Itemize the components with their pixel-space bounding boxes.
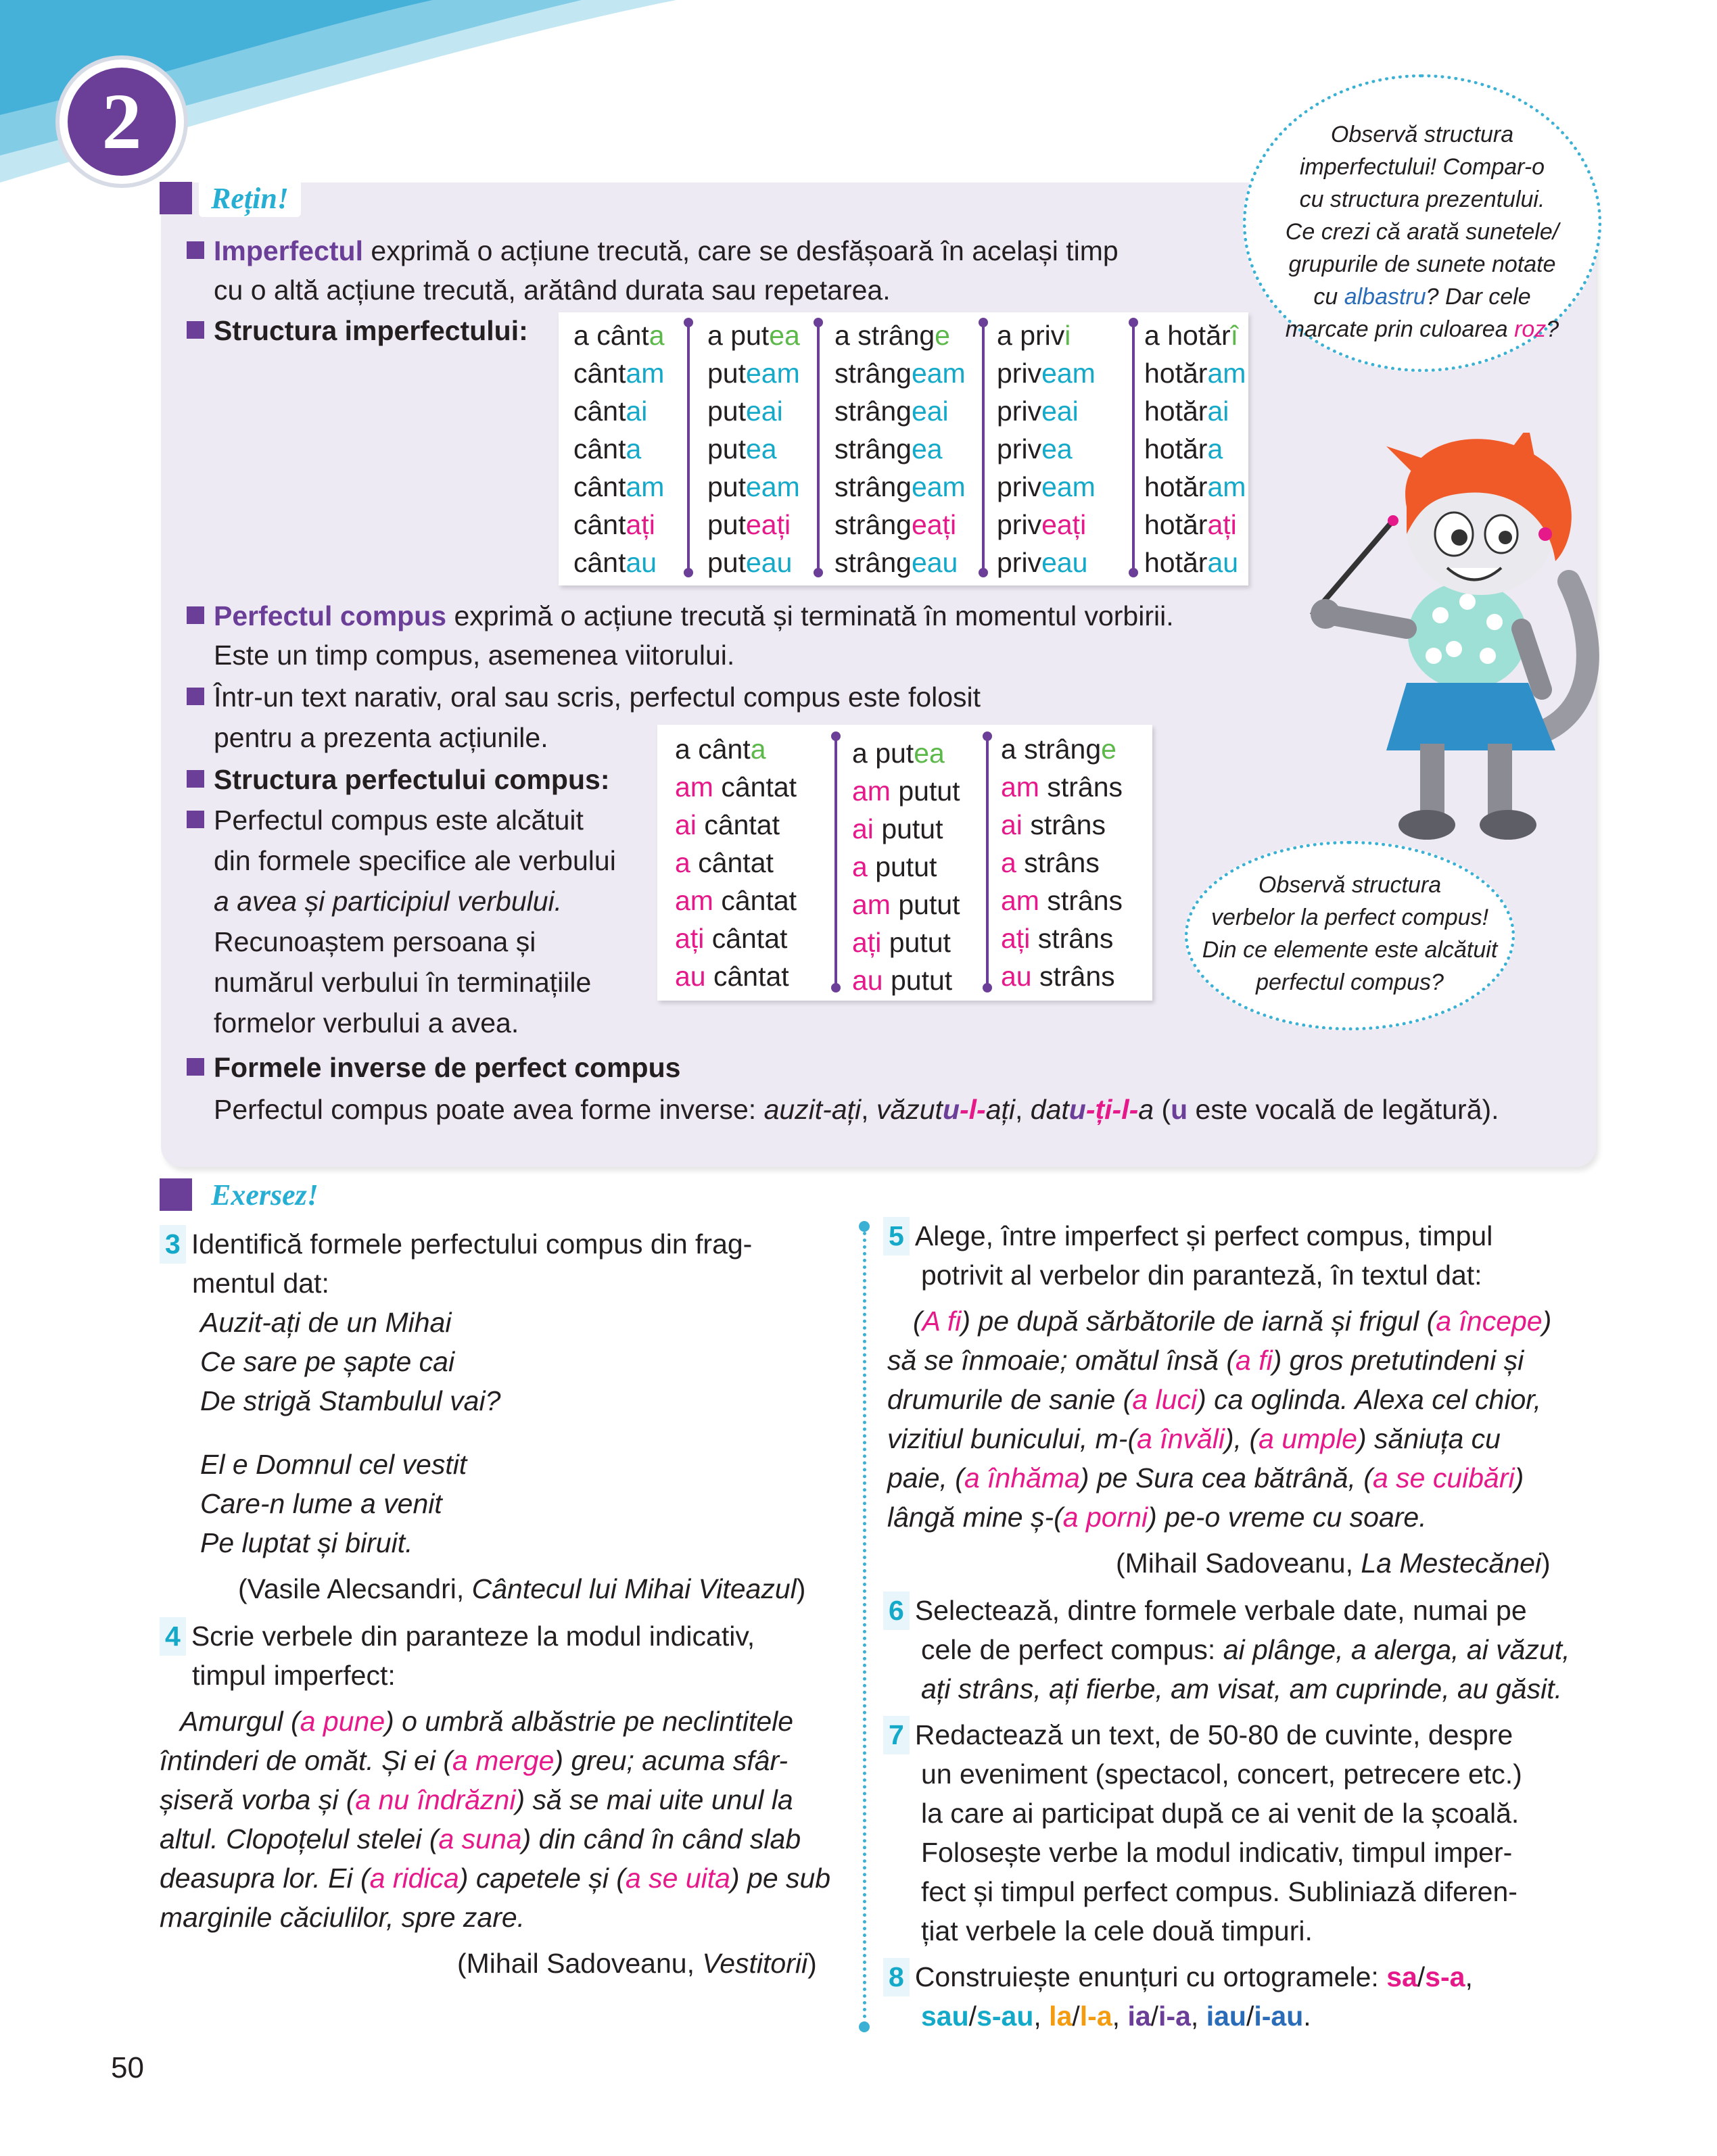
perfect-explanation-line6: formelor verbului a avea. bbox=[214, 1007, 519, 1038]
exercise-7-line1: 7 Redactează un text, de 50-80 de cuvinte, despre bbox=[883, 1716, 1513, 1754]
perfect-col-canta: a cânta am cântat ai cântat a cântat am cântat ați cântat au cântat bbox=[675, 734, 797, 992]
imperfect-col-stringe: a strânge strângeam strângeai strângea strângeam strângeați strângeau bbox=[834, 320, 966, 578]
exercise-4-text-line: deasupra lor. Ei (a ridica) capetele și (a se uita) pe sub bbox=[160, 1863, 831, 1894]
exercise-5-text-line: vizitiul bunicului, m-(a învăli), (a umple) săniuța cu bbox=[887, 1423, 1501, 1454]
exercise-3-line1: 3 Identifică formele perfectului compus din frag- bbox=[160, 1225, 752, 1264]
exercise-7-line5: fect și timpul perfect compus. Subliniază diferen- bbox=[921, 1876, 1518, 1907]
exercise-4-line2: timpul imperfect: bbox=[192, 1660, 396, 1691]
cat-girl-teacher-illustration bbox=[1285, 433, 1637, 852]
exercise-4-number: 4 bbox=[160, 1617, 186, 1656]
poem-line: El e Domnul cel vestit bbox=[200, 1449, 467, 1480]
narrative-line2: pentru a prezenta acțiunile. bbox=[214, 722, 548, 753]
imperfect-col-canta: a cânta cântam cântai cânta cântam cântați cântau bbox=[573, 320, 665, 578]
column-divider bbox=[817, 322, 820, 573]
exercise-4-text-line: marginile căciulilor, spre zare. bbox=[160, 1902, 525, 1933]
exercise-7-line3: la care ai participat după ce ai venit de la școală. bbox=[921, 1798, 1520, 1829]
imperfect-col-putea: a putea puteam puteai putea puteam puteați puteau bbox=[707, 320, 800, 578]
bullet-square-icon bbox=[187, 1058, 204, 1076]
poem-line: Care-n lume a venit bbox=[200, 1488, 442, 1519]
exercise-5-text-line: drumurile de sanie (a luci) ca oglinda. Alexa cel chior, bbox=[887, 1384, 1542, 1415]
exercise-6-line2: cele de perfect compus: ai plânge, a alerga, ai văzut, bbox=[921, 1634, 1570, 1665]
retin-tag bbox=[160, 177, 301, 219]
narrative-line1: Într-un text narativ, oral sau scris, perfectul compus este folosit bbox=[187, 677, 981, 717]
perfect-explanation-line5: numărul verbului în terminațiile bbox=[214, 967, 592, 998]
exercise-8-number: 8 bbox=[883, 1958, 910, 1996]
exercise-4-line1: 4 Scrie verbele din paranteze la modul indicativ, bbox=[160, 1617, 755, 1656]
bullet-square-icon bbox=[187, 770, 204, 788]
poem-line: Ce sare pe șapte cai bbox=[200, 1346, 455, 1377]
exercise-5-line2: potrivit al verbelor din paranteză, în textul dat: bbox=[921, 1260, 1482, 1291]
column-divider bbox=[982, 322, 985, 573]
exercise-4-text-line: altul. Clopoțelul stelei (a suna) din când în când slab bbox=[160, 1823, 801, 1854]
speech-bubble-imperfect: Observă structura imperfectului! Compar-o cu structura prezentului. Ce crezi că arată sunetele/ grupurile de sunete notate cu albastru? Dar cele marcate prin culoarea roz? bbox=[1243, 74, 1601, 372]
exercise-3-line2: mentul dat: bbox=[192, 1268, 329, 1299]
exercise-6-line3: ați strâns, ați fierbe, am visat, am cuprinde, au găsit. bbox=[921, 1673, 1562, 1704]
column-divider bbox=[834, 736, 837, 988]
tag-square-icon bbox=[160, 1178, 192, 1211]
poem-line: De strigă Stambulul vai? bbox=[200, 1385, 501, 1416]
exercise-5-number: 5 bbox=[883, 1217, 910, 1255]
exercise-5-line1: 5 Alege, între imperfect și perfect compus, timpul bbox=[883, 1217, 1492, 1255]
divider-end-dot bbox=[859, 2021, 870, 2032]
unit-number: 2 bbox=[68, 68, 176, 176]
bullet-square-icon bbox=[187, 811, 204, 828]
divider-end-dot bbox=[859, 1221, 870, 1232]
exercise-7-line2: un eveniment (spectacol, concert, petrecere etc.) bbox=[921, 1758, 1522, 1790]
bullet-square-icon bbox=[187, 241, 204, 259]
bullet-square-icon bbox=[187, 321, 204, 339]
exercise-5-text-line: (A fi) pe după sărbătorile de iarnă și frigul (a începe) bbox=[913, 1305, 1552, 1337]
perfect-explanation-line3: a avea și participiul verbului. bbox=[214, 886, 563, 917]
exercise-5-source: (Mihail Sadoveanu, La Mestecănei) bbox=[1116, 1548, 1551, 1579]
exercise-8-line1: 8 Construiește enunțuri cu ortogramele: sa/s-a, bbox=[883, 1958, 1473, 1996]
perfect-explanation-line2: din formele specifice ale verbului bbox=[214, 845, 616, 876]
perfect-explanation-line1: Perfectul compus este alcătuit bbox=[187, 800, 584, 840]
exercise-7-line6: țiat verbele la cele două timpuri. bbox=[921, 1915, 1313, 1946]
column-divider bbox=[687, 322, 690, 573]
poem-line: Auzit-ați de un Mihai bbox=[200, 1307, 452, 1338]
imperfect-table bbox=[559, 312, 1248, 585]
perfect-definition-line1: Perfectul compus exprimă o acțiune trecută și terminată în momentul vorbirii. bbox=[187, 596, 1174, 636]
imperfect-structure-label: Structura imperfectului: bbox=[187, 311, 528, 350]
unit-badge bbox=[55, 55, 188, 188]
imperfect-definition-line2: cu o altă acțiune trecută, arătând durata sau repetarea. bbox=[214, 274, 891, 306]
exercise-4-text-line: șiseră vorba și (a nu îndrăzni) să se mai uite unul la bbox=[160, 1784, 793, 1815]
exercise-3-source: (Vasile Alecsandri, Cântecul lui Mihai Viteazul) bbox=[238, 1573, 806, 1604]
column-divider bbox=[986, 736, 989, 988]
column-divider bbox=[1132, 322, 1135, 573]
imperfect-col-privi: a privi priveam priveai privea priveam priveați priveau bbox=[997, 320, 1096, 578]
exersez-tag bbox=[160, 1174, 331, 1216]
tag-square-icon bbox=[160, 182, 192, 214]
exercise-8-line2: sau/s-au, la/l-a, ia/i-a, iau/i-au. bbox=[921, 2001, 1311, 2032]
exercise-3-number: 3 bbox=[160, 1225, 186, 1264]
exercise-5-text-line: paie, (a înhăma) pe Sura cea bătrână, (a se cuibări) bbox=[887, 1462, 1524, 1493]
exercise-4-source: (Mihail Sadoveanu, Vestitorii) bbox=[457, 1948, 817, 1979]
bullet-square-icon bbox=[187, 688, 204, 705]
perfect-col-stringe: a strânge am strâns ai strâns a strâns am strâns ați strâns au strâns bbox=[1001, 734, 1123, 992]
exercise-6-number: 6 bbox=[883, 1591, 910, 1630]
exercise-4-text-line: întinderi de omăt. Și ei (a merge) greu; acuma sfâr- bbox=[160, 1745, 789, 1776]
exersez-tag-label: Exersez! bbox=[199, 1176, 331, 1214]
perfect-compus-table bbox=[657, 725, 1152, 1001]
exercise-4-text-line: Amurgul (a pune) o umbră albăstrie pe neclintitele bbox=[180, 1706, 794, 1737]
retin-tag-label: Rețin! bbox=[199, 180, 301, 217]
perfect-definition-line2: Este un timp compus, asemenea viitorului. bbox=[214, 640, 735, 671]
perfect-explanation-line4: Recunoaștem persoana și bbox=[214, 926, 536, 957]
page-number: 50 bbox=[111, 2051, 144, 2084]
imperfect-col-hotari: a hotărî hotăram hotărai hotăra hotăram hotărați hotărau bbox=[1144, 320, 1246, 578]
imperfect-definition-line1: Imperfectul exprimă o acțiune trecută, care se desfășoară în același timp bbox=[187, 231, 1119, 270]
column-divider-dotted bbox=[863, 1225, 866, 2026]
speech-bubble-perfect: Observă structura verbelor la perfect compus! Din ce elemente este alcătuit perfectul compus? bbox=[1185, 841, 1515, 1030]
poem-line: Pe luptat și biruit. bbox=[200, 1527, 413, 1558]
exercise-7-number: 7 bbox=[883, 1716, 910, 1754]
inverse-forms-text: Perfectul compus poate avea forme inverse: auzit-ați, văzutu-l-ați, datu-ți-l-a (u este vocală de legătură). bbox=[214, 1094, 1499, 1125]
exercise-7-line4: Folosește verbe la modul indicativ, timpul imper- bbox=[921, 1837, 1513, 1868]
bullet-square-icon bbox=[187, 606, 204, 624]
perfect-col-putea: a putea am putut ai putut a putut am putut ați putut au putut bbox=[852, 738, 960, 996]
exercise-6-line1: 6 Selectează, dintre formele verbale date, numai pe bbox=[883, 1591, 1527, 1630]
exercise-5-text-line: să se înmoaie; omătul însă (a fi) gros pretutindeni și bbox=[887, 1345, 1524, 1376]
inverse-forms-title: Formele inverse de perfect compus bbox=[187, 1048, 680, 1087]
perfect-structure-label: Structura perfectului compus: bbox=[187, 760, 609, 799]
exercise-5-text-line: lângă mine ș-(a porni) pe-o vreme cu soare. bbox=[887, 1502, 1427, 1533]
